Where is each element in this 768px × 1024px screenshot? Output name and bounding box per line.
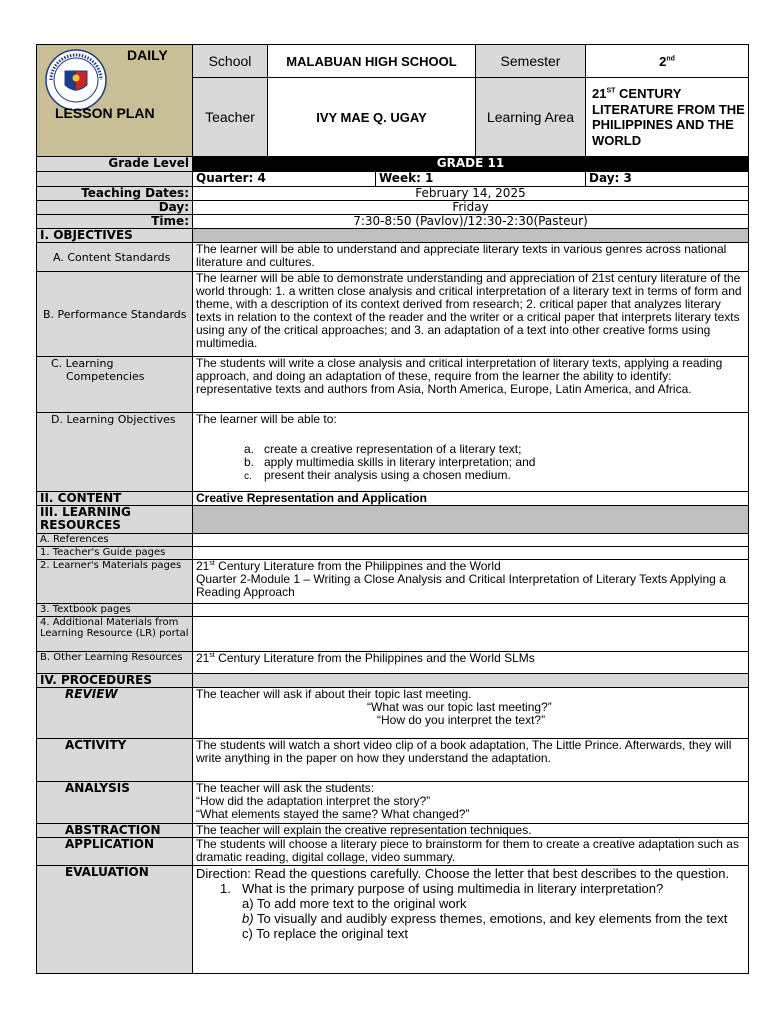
learning-area-label: Learning Area: [476, 78, 586, 157]
list-item-letter: c.: [244, 471, 252, 482]
or-num: 21: [196, 651, 210, 665]
learning-area-num: 21: [592, 86, 607, 101]
learning-area-sup: ST: [606, 87, 616, 95]
evaluation-cell: [193, 866, 749, 974]
choice-c: c) To replace the original text: [242, 926, 408, 941]
quarter-value: Quarter: 4: [193, 172, 376, 187]
textbook-pages-label: 3. Textbook pages: [37, 604, 193, 617]
teaching-dates-value: February 14, 2025: [193, 187, 749, 201]
choice-b: [196, 911, 745, 926]
teachers-guide-label: 1. Teacher's Guide pages: [37, 547, 193, 560]
teachers-guide-value: [193, 547, 749, 560]
application-text: The students will choose a literary piece to brainstorm for them to create a creative adaptation such as dramatic reading, digital collage, video summary.: [193, 838, 749, 866]
teacher-value: IVY MAE Q. UGAY: [268, 78, 476, 157]
objectives-heading: I. OBJECTIVES: [37, 229, 193, 243]
objectives-heading-fill: [193, 229, 749, 243]
title-daily: DAILY: [127, 47, 168, 63]
review-label: REVIEW: [37, 688, 193, 739]
or-rest: Century Literature from the Philippines and the World SLMs: [214, 651, 535, 665]
semester-sup: nd: [666, 55, 675, 63]
references-value: [193, 534, 749, 547]
learning-objectives-list: [196, 443, 745, 483]
learning-competencies-label: [37, 357, 193, 413]
performance-standards-label: B. Performance Standards: [37, 272, 193, 357]
review-question-1: “What was our topic last meeting?”: [367, 700, 552, 714]
evaluation-direction: Direction: Read the questions carefully. Choose the letter that best describes to the question.: [196, 866, 730, 881]
learning-resources-heading-fill: [193, 506, 749, 534]
day-number-value: Day: 3: [586, 172, 749, 187]
evaluation-label: EVALUATION: [37, 866, 193, 974]
or-sup: st: [209, 652, 215, 659]
lesson-plan-page: [36, 44, 748, 974]
review-cell: [193, 688, 749, 739]
content-standards-label: A. Content Standards: [37, 243, 193, 272]
performance-standards-text: The learner will be able to demonstrate understanding and appreciation of 21st century literature of the world through: 1. a written close analysis and critical interpretation of a literary text in terms of form and theme, with a description of its context derived from research; 2. critical paper that analyzes literary texts in relation to the context of the reader and the writer or a critical paper that interprets literary texts using any of the critical approaches; and 3. an adaptation of a text into other creative forms using multimedia.: [193, 272, 749, 357]
lm-num: 21: [196, 559, 210, 573]
choice-b-text: To visually and audibly express themes, emotions, and key elements from the text: [253, 911, 728, 926]
abstraction-text: The teacher will explain the creative representation techniques.: [193, 824, 749, 838]
week-value: Week: 1: [376, 172, 586, 187]
references-label: A. References: [37, 534, 193, 547]
grade-level-label: Grade Level: [37, 157, 193, 172]
teacher-label: Teacher: [193, 78, 268, 157]
learning-objectives-label: D. Learning Objectives: [37, 413, 193, 492]
day-label: Day:: [37, 201, 193, 215]
lesson-plan-table: [36, 44, 749, 974]
semester-value: 2: [659, 53, 667, 69]
content-heading: II. CONTENT: [37, 492, 193, 506]
analysis-line-3: “What elements stayed the same? What changed?”: [196, 807, 470, 821]
learning-competencies-label-line1: C. Learning: [51, 357, 114, 370]
learning-competencies-text: The students will write a close analysis and critical interpretation of literary texts, applying a reading approach, and doing an adaptation of these, require from the learner the ability to identify: representative texts and authors from Asia, North America, Europe, Latin America, and Africa.: [193, 357, 749, 413]
activity-text: The students will watch a short video clip of a book adaptation, The Little Prince. Afterwards, they will write anything in the paper on how they understand the adaptation.: [193, 739, 749, 782]
content-standards-text: The learner will be able to understand and appreciate literary texts in various genres across national literature and cultures.: [193, 243, 749, 272]
analysis-line-1: The teacher will ask the students:: [196, 781, 375, 795]
review-text: The teacher will ask if about their topic last meeting.: [196, 687, 472, 701]
time-label: Time:: [37, 215, 193, 229]
learners-materials-line2: Quarter 2-Module 1 – Writing a Close Analysis and Critical Interpretation of Literary Texts Applying a Reading Approach: [196, 572, 726, 599]
grade-level-value: GRADE 11: [193, 157, 749, 172]
school-label: School: [193, 45, 268, 78]
lm-rest: Century Literature from the Philippines and the World: [214, 559, 501, 573]
learning-resources-heading: III. LEARNING RESOURCES: [37, 506, 193, 534]
list-item-letter: a.: [244, 442, 255, 456]
day-value: Friday: [193, 201, 749, 215]
learning-objectives-cell: [193, 413, 749, 492]
additional-materials-value: [193, 617, 749, 652]
choice-a: a) To add more text to the original work: [242, 896, 467, 911]
procedures-heading: IV. PROCEDURES: [37, 674, 193, 688]
list-item-text: apply multimedia skills in literary interpretation; and: [264, 455, 536, 469]
analysis-label: ANALYSIS: [37, 782, 193, 824]
other-resources-label: B. Other Learning Resources: [37, 652, 193, 674]
activity-label: ACTIVITY: [37, 739, 193, 782]
learning-objectives-intro: The learner will be able to:: [196, 412, 337, 426]
procedures-heading-fill: [193, 674, 749, 688]
content-value: Creative Representation and Application: [193, 492, 749, 506]
deped-seal-icon: [45, 49, 107, 111]
list-item: [196, 469, 745, 483]
list-item-text: create a creative representation of a literary text;: [264, 442, 522, 456]
lm-sup: st: [209, 560, 215, 567]
quarter-row-label: [37, 172, 193, 187]
time-value: 7:30-8:50 (Pavlov)/12:30-2:30(Pasteur): [193, 215, 749, 229]
learners-materials-value: [193, 560, 749, 604]
list-item-text: present their analysis using a chosen medium.: [264, 468, 511, 482]
choice-b-letter: b): [242, 911, 254, 926]
semester-value-cell: [586, 45, 749, 78]
evaluation-question-1: [196, 881, 745, 896]
semester-label: Semester: [476, 45, 586, 78]
teaching-dates-label: Teaching Dates:: [37, 187, 193, 201]
question-text: What is the primary purpose of using multimedia in literary interpretation?: [242, 881, 664, 896]
review-question-2: “How do you interpret the text?”: [377, 713, 546, 727]
analysis-cell: [193, 782, 749, 824]
application-label: APPLICATION: [37, 838, 193, 866]
list-item-letter: b.: [244, 455, 255, 469]
analysis-line-2: “How did the adaptation interpret the story?”: [196, 794, 431, 808]
learning-area-rest: CENTURY LITERATURE FROM THE PHILIPPINES AND THE WORLD: [592, 86, 745, 148]
learning-area-value: [586, 78, 749, 157]
learners-materials-label: 2. Learner's Materials pages: [37, 560, 193, 604]
textbook-pages-value: [193, 604, 749, 617]
learning-competencies-label-line2: Competencies: [66, 370, 145, 383]
abstraction-label: ABSTRACTION: [37, 824, 193, 838]
question-number: 1.: [220, 881, 231, 896]
title-lesson-plan: LESSON PLAN: [55, 105, 155, 121]
other-resources-value: [193, 652, 749, 674]
title-cell: [37, 45, 193, 157]
additional-materials-label: 4. Additional Materials from Learning Resource (LR) portal: [37, 617, 193, 652]
school-value: MALABUAN HIGH SCHOOL: [268, 45, 476, 78]
